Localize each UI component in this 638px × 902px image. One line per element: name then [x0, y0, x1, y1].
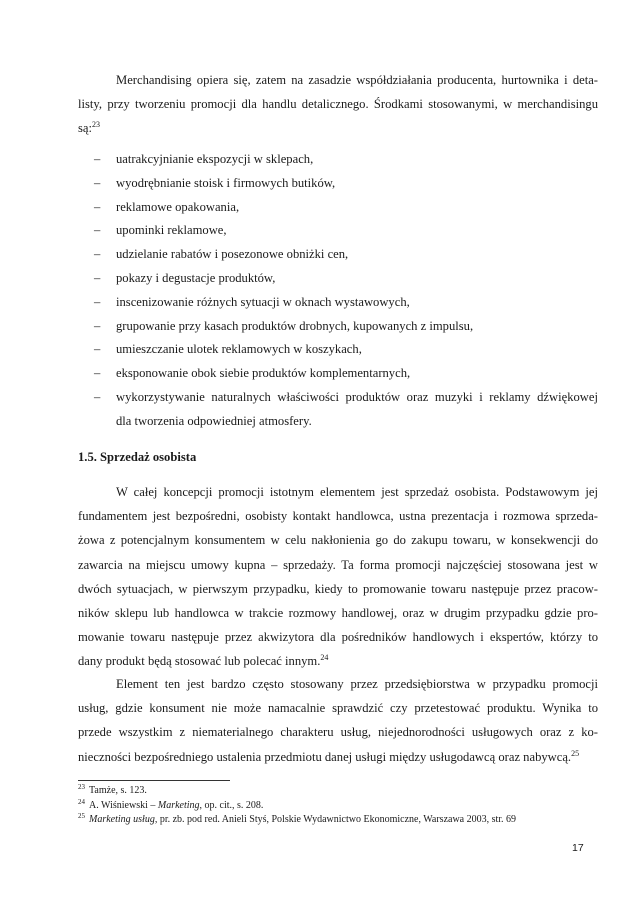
text-line: W całej koncepcji promocji istotnym elementem jest sprzedaż osobista. Podstawowym jej [116, 485, 598, 499]
dash-bullet: – [94, 342, 101, 357]
footnote-ref: 24 [320, 653, 329, 663]
footnote-25: $^{25}$ Marketing usług, pr. zb. pod red. Anieli Styś, Polskie Wydawnictwo Ekonomiczne, Warszawa 2003, str. 69 [78, 812, 517, 826]
intro-paragraph [78, 68, 598, 141]
dash-bullet: – [94, 175, 101, 190]
page-number: 17 [572, 842, 584, 854]
merchandising-list [92, 148, 598, 434]
list-item: – udzielanie rabatów i posezonowe obniżki cen, [92, 243, 598, 267]
text-line: są:$^{23}$ [78, 120, 100, 136]
footnote-separator [78, 780, 230, 781]
footnote-ref: 23 [92, 120, 100, 130]
footnotes [78, 784, 598, 828]
text-line: dany produkt będą stosować lub polecać innym.$^{24}$ [78, 653, 329, 669]
text-line: dwóch sytuacjach, w pierwszym przypadku, kiedy to promowanie towaru następuje przez pracow- [78, 581, 598, 596]
text-line: mowanie towaru następuje przez akwizytora dla pośredników handlowych i ekspertów, którzy to [78, 630, 598, 645]
list-item: – grupowanie przy kasach produktów drobnych, kupowanych z impulsu, [92, 315, 598, 339]
text-line: Merchandising opiera się, zatem na zasadzie współdziałania producenta, hurtownika i deta- [116, 73, 598, 87]
list-item: – eksponowanie obok siebie produktów komplementarnych, [92, 362, 598, 386]
dash-bullet: – [94, 223, 101, 238]
list-item: – reklamowe opakowania, [92, 196, 598, 220]
dash-bullet: – [94, 318, 101, 333]
text-line: żowa z potencjalnym konsumentem w celu nakłonienia go do zakupu towaru, w konsekwencji do [78, 533, 598, 548]
text-line: zawarcia na miejscu umowy kupna – sprzedaży. Ta forma promocji najczęściej stosowana jest w [78, 557, 598, 572]
dash-bullet: – [94, 270, 101, 285]
list-item: – pokazy i degustacje produktów, [92, 267, 598, 291]
list-item: – umieszczanie ulotek reklamowych w koszykach, [92, 338, 598, 362]
list-item: – inscenizowanie różnych sytuacji w oknach wystawowych, [92, 291, 598, 315]
dash-bullet: – [94, 199, 101, 214]
list-item: – wyodrębnianie stoisk i firmowych butików, [92, 172, 598, 196]
text-line: Element ten jest bardzo często stosowany przez przedsiębiorstwa w przypadku promocji [116, 677, 598, 691]
text-line: listy, przy tworzeniu promocji dla handlu detalicznego. Środkami stosowanymi, w merchandisingu [78, 97, 598, 112]
text-line: fundamentem jest bezpośredni, osobisty kontakt handlowca, ustna prezentacja i rozmowa sprzeda- [78, 509, 598, 524]
dash-bullet: – [94, 366, 101, 381]
dash-bullet: – [94, 294, 101, 309]
section-heading: 1.5. Sprzedaż osobista [78, 450, 197, 464]
text-line: przede wszystkim z niematerialnego charakteru usług, niejednorodności usługowych oraz z ko- [78, 725, 598, 740]
paragraph-2 [78, 672, 598, 769]
paragraph-1 [78, 480, 598, 674]
text-line: ników sklepu lub handlowca w trakcie rozmowy handlowej, oraz w drugim przypadku gdzie pro- [78, 606, 598, 621]
dash-bullet: – [94, 389, 101, 404]
text-line: usług, gdzie konsument nie może namacalnie sprawdzić czy przetestować produktu. Wynika to [78, 701, 598, 716]
footnote-ref: 25 [571, 748, 580, 758]
list-item: – uatrakcyjnianie ekspozycji w sklepach, [92, 148, 598, 172]
list-item: – wykorzystywanie naturalnych właściwości produktów oraz muzyki i reklamy dźwiękowej dla tworzenia odpowiedniej atmosfery. [92, 386, 598, 434]
text-line: nieczności bezpośredniego ustalenia przedmiotu danej usługi między usługodawcą oraz nabywcą.$^{25}$ [78, 748, 580, 764]
footnote-23: $^{23}$ Tamże, s. 123. [78, 783, 147, 796]
dash-bullet: – [94, 247, 101, 262]
dash-bullet: – [94, 152, 101, 166]
list-item: – upominki reklamowe, [92, 219, 598, 243]
footnote-24: $^{24}$ A. Wiśniewski – Marketing, op. cit., s. 208. [78, 797, 264, 811]
